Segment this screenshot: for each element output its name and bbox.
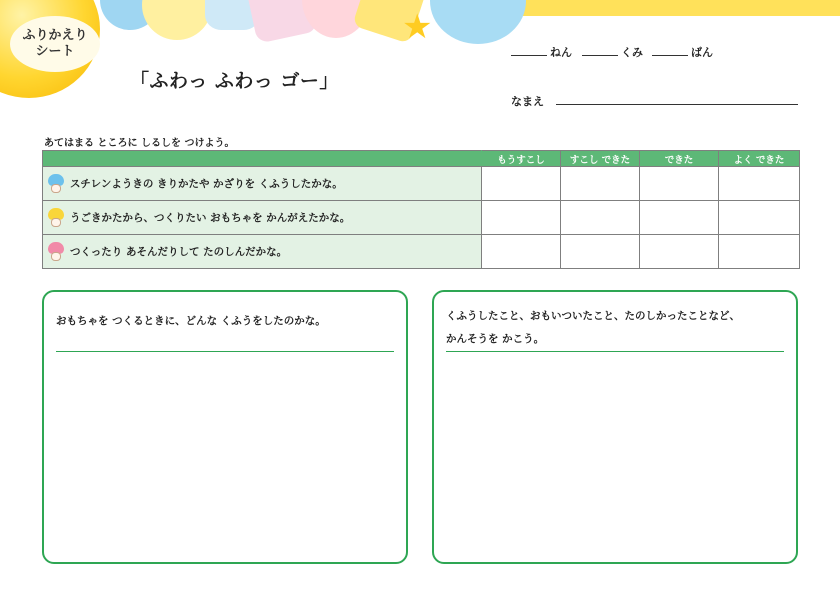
column-header: できた [640, 151, 719, 167]
blue-character-icon [47, 174, 65, 194]
impressions-writing-box[interactable] [432, 290, 798, 564]
column-header: もうすこし [482, 151, 561, 167]
impressions-prompt-line-2: かんそうを かこう。 [446, 333, 545, 345]
rating-cell[interactable] [561, 201, 640, 235]
top-decoration-bar [520, 0, 840, 16]
badge-line-1: ふりかえり [22, 28, 88, 43]
rating-cell[interactable] [640, 201, 719, 235]
impressions-prompt-line-1: くふうしたこと、おもいついたこと、たのしかったことなど、 [446, 310, 740, 322]
question-cell [43, 167, 482, 201]
rating-cell[interactable] [640, 167, 719, 201]
question-text: うごきかたから、つくりたい おもちゃを かんがえたかな。 [70, 212, 351, 224]
ideas-writing-box[interactable] [42, 290, 408, 564]
question-text: つくったり あそんだりして たのしんだかな。 [70, 246, 288, 258]
star-icon: ★ [402, 7, 433, 47]
column-header: すこし できた [561, 151, 640, 167]
worksheet-title: 「ふわっ ふわっ ゴー」 [130, 70, 339, 92]
class-field[interactable] [582, 44, 643, 60]
rating-cell[interactable] [482, 235, 561, 269]
self-evaluation-table [42, 150, 800, 269]
instruction-text: あてはまる ところに しるしを つけよう。 [44, 138, 235, 149]
table-row [43, 235, 800, 269]
table-header-row [43, 151, 800, 167]
column-header: よく できた [719, 151, 800, 167]
rating-cell[interactable] [482, 167, 561, 201]
prompt-divider [446, 351, 784, 352]
rating-cell[interactable] [482, 201, 561, 235]
question-text: スチレンようきの きりかたや かざりを くふうしたかな。 [70, 178, 343, 190]
number-label: ばん [691, 46, 713, 59]
prompt-divider [56, 351, 394, 352]
class-blank[interactable] [582, 45, 618, 56]
ideas-prompt: おもちゃを つくるときに、どんな くふうをしたのかな。 [56, 315, 326, 327]
rating-cell[interactable] [719, 167, 800, 201]
decorative-bubble [142, 0, 212, 40]
grade-label: ねん [550, 46, 572, 59]
grade-field[interactable] [511, 44, 572, 60]
question-cell [43, 201, 482, 235]
rating-cell[interactable] [640, 235, 719, 269]
rating-cell[interactable] [719, 201, 800, 235]
grade-blank[interactable] [511, 45, 547, 56]
sheet-badge [10, 16, 100, 72]
number-blank[interactable] [652, 45, 688, 56]
badge-line-2: シート [35, 44, 75, 59]
impressions-prompt [434, 292, 796, 351]
class-label: くみ [621, 46, 643, 59]
pink-character-icon [47, 242, 65, 262]
number-field[interactable] [652, 44, 713, 60]
question-cell [43, 235, 482, 269]
table-row [43, 201, 800, 235]
rating-cell[interactable] [719, 235, 800, 269]
table-header-blank [43, 151, 482, 167]
rating-cell[interactable] [561, 167, 640, 201]
rating-cell[interactable] [561, 235, 640, 269]
table-row [43, 167, 800, 201]
yellow-character-icon [47, 208, 65, 228]
name-label: なまえ [511, 95, 544, 108]
name-field[interactable] [556, 104, 798, 105]
decorative-bubble [430, 0, 526, 44]
